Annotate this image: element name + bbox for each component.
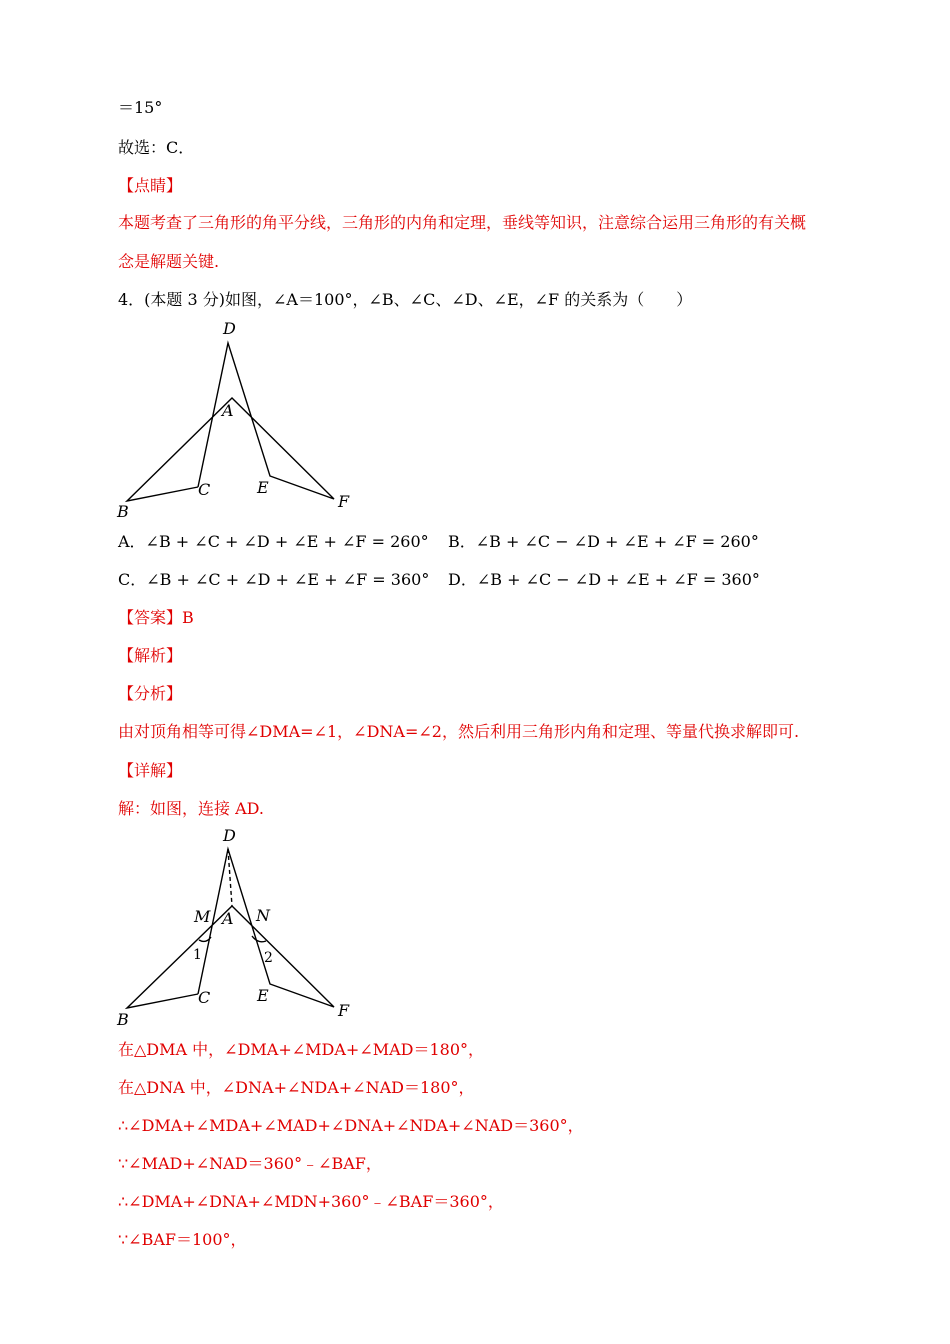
section-head-fenxi: 【分析】 bbox=[118, 684, 183, 703]
fig2-label-M: M bbox=[194, 907, 211, 926]
solution-step-2: 在△DNA 中，∠DNA+∠NDA+∠NAD＝180°， bbox=[118, 1078, 475, 1097]
section-head-xiangjie: 【详解】 bbox=[118, 761, 183, 780]
fig1-label-A: A bbox=[222, 401, 234, 420]
fig2-label-2: 2 bbox=[264, 950, 273, 966]
option-d: D．∠B + ∠C − ∠D + ∠E + ∠F = 360° bbox=[448, 570, 760, 589]
dianjing-body-1: 本题考查了三角形的角平分线，三角形的内角和定理，垂线等知识，注意综合运用三角形的有关概 bbox=[118, 213, 807, 232]
solution-step-3: ∴∠DMA+∠MDA+∠MAD+∠DNA+∠NDA+∠NAD＝360°， bbox=[118, 1116, 584, 1135]
fig2-label-C: C bbox=[198, 988, 211, 1007]
solution-step-5: ∴∠DMA+∠DNA+∠MDN+360°﹣∠BAF＝360°， bbox=[118, 1192, 504, 1211]
text-line-2: 故选：C． bbox=[118, 138, 195, 157]
fig2-label-D: D bbox=[223, 826, 236, 845]
fig2-label-A: A bbox=[222, 909, 234, 928]
section-head-jiexi: 【解析】 bbox=[118, 646, 183, 665]
fig1-label-F: F bbox=[338, 492, 350, 511]
option-b: B．∠B + ∠C − ∠D + ∠E + ∠F = 260° bbox=[448, 532, 759, 551]
section-head-dianjing: 【点睛】 bbox=[118, 176, 183, 195]
fig1-label-B: B bbox=[117, 502, 129, 521]
fig1-label-D: D bbox=[223, 319, 236, 338]
fig2-label-1: 1 bbox=[193, 947, 202, 963]
question-4: 4．(本题 3 分)如图，∠A＝100°，∠B、∠C、∠D、∠E，∠F 的关系为（ ） bbox=[118, 290, 693, 309]
fig2-label-N: N bbox=[256, 906, 270, 925]
fig1-label-C: C bbox=[198, 480, 211, 499]
fig2-label-F: F bbox=[338, 1001, 350, 1020]
fenxi-body: 由对顶角相等可得∠DMA=∠1，∠DNA=∠2，然后利用三角形内角和定理、等量代换求解即可. bbox=[118, 722, 800, 741]
solution-step-6: ∵∠BAF＝100°， bbox=[118, 1230, 247, 1249]
fig2-label-B: B bbox=[117, 1010, 129, 1029]
option-c: C．∠B + ∠C + ∠D + ∠E + ∠F = 360° bbox=[118, 570, 430, 589]
solution-step-4: ∵∠MAD+∠NAD＝360°﹣∠BAF， bbox=[118, 1154, 382, 1173]
fig2-label-E: E bbox=[257, 986, 269, 1005]
dianjing-body-2: 念是解题关键. bbox=[118, 252, 220, 271]
solution-step-1: 在△DMA 中，∠DMA+∠MDA+∠MAD＝180°， bbox=[118, 1040, 485, 1059]
solution-intro: 解：如图，连接 AD. bbox=[118, 799, 264, 818]
option-a: A．∠B + ∠C + ∠D + ∠E + ∠F = 260° bbox=[118, 532, 429, 551]
text-line-1: ＝15° bbox=[118, 98, 163, 117]
answer: 【答案】B bbox=[118, 608, 194, 627]
fig1-label-E: E bbox=[257, 478, 269, 497]
